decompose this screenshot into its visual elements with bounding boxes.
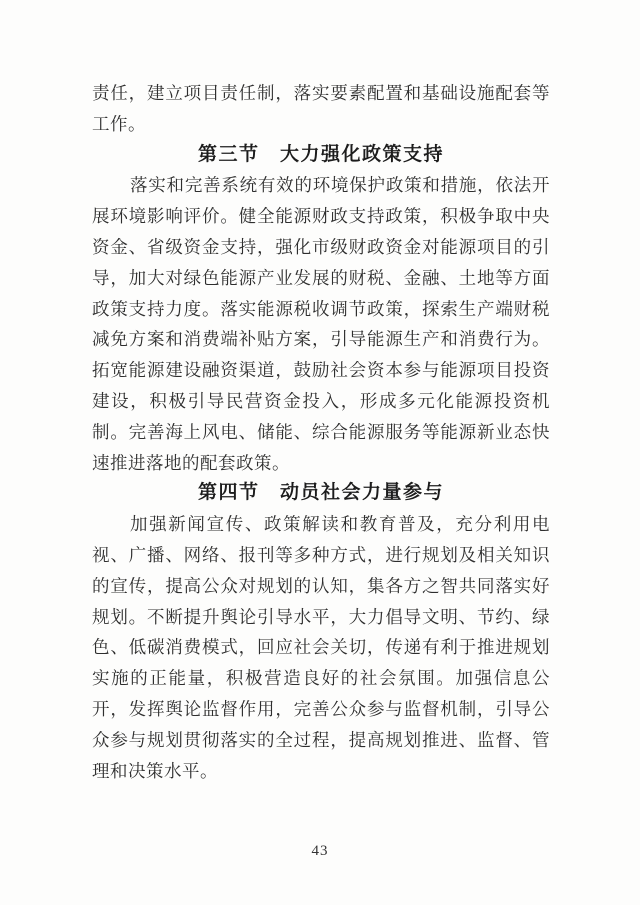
text-line: 理和决策水平。 bbox=[92, 760, 218, 781]
text-line: 责任，建立项目责任制，落实要素配置和基础设施配套等 bbox=[92, 83, 550, 103]
text-line: 落实和完善系统有效的环境保护政策和措施，依法开 bbox=[130, 175, 550, 196]
text-line: 工作。 bbox=[92, 113, 146, 134]
text-line: 制。完善海上风电、储能、综合能源服务等能源新业态快 bbox=[92, 421, 550, 442]
text-line: 速推进落地的配套政策。 bbox=[92, 452, 290, 473]
text-line: 的宣传，提高公众对规划的认知，集各方之智共同落实好 bbox=[92, 575, 550, 596]
paragraph bbox=[92, 509, 550, 786]
text-line: 实施的正能量，积极营造良好的社会氛围。加强信息公 bbox=[92, 668, 550, 689]
text-line: 众参与规划贯彻落实的全过程，提高规划推进、监督、管 bbox=[92, 729, 550, 750]
text-line: 拓宽能源建设融资渠道，鼓励社会资本参与能源项目投资 bbox=[92, 360, 550, 381]
text-line: 开，发挥舆论监督作用，完善公众参与监督机制，引导公 bbox=[92, 698, 550, 719]
page-number: 43 bbox=[311, 843, 329, 859]
text-line: 建设，积极引导民营资金投入，形成多元化能源投资机 bbox=[92, 390, 550, 411]
text-line: 加强新闻宣传、政策解读和教育普及，充分利用电 bbox=[130, 514, 550, 535]
text-line: 减免方案和消费端补贴方案，引导能源生产和消费行为。 bbox=[92, 329, 550, 350]
section-heading: 第四节 动员社会力量参与 bbox=[197, 482, 444, 504]
text-line: 资金、省级资金支持，强化市级财政资金对能源项目的引 bbox=[92, 236, 550, 257]
paragraph bbox=[92, 170, 550, 478]
text-line: 展环境影响评价。健全能源财政支持政策，积极争取中央 bbox=[92, 206, 550, 227]
text-line: 视、广播、网络、报刊等多种方式，进行规划及相关知识 bbox=[92, 544, 550, 565]
text-line: 规划。不断提升舆论引导水平，大力倡导文明、节约、绿 bbox=[92, 606, 550, 627]
text-line: 色、低碳消费模式，回应社会关切，传递有利于推进规划 bbox=[92, 637, 550, 658]
paragraph bbox=[92, 78, 550, 140]
section-heading: 第三节 大力强化政策支持 bbox=[197, 143, 444, 165]
text-line: 政策支持力度。落实能源税收调节政策，探索生产端财税 bbox=[92, 298, 550, 319]
document-body bbox=[92, 78, 550, 786]
text-line: 导，加大对绿色能源产业发展的财税、金融、土地等方面 bbox=[92, 267, 550, 288]
